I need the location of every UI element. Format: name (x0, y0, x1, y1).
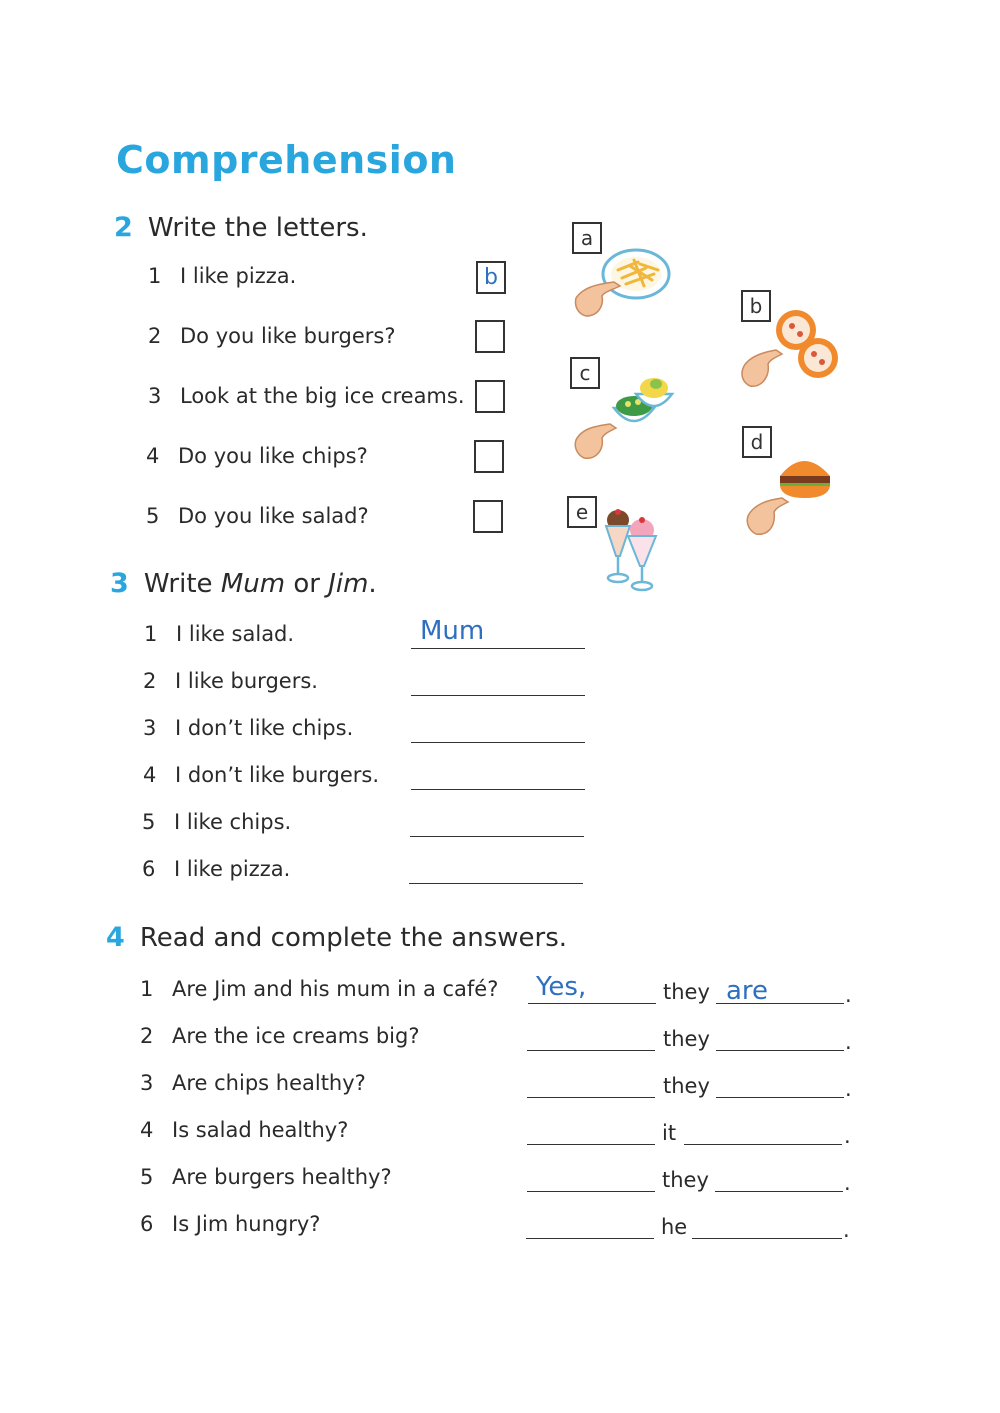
s4-answer1-1: Yes, (536, 972, 587, 1002)
s2-answer-box-4[interactable] (474, 440, 504, 473)
s4-item-4 (140, 1118, 348, 1142)
s2-item-text: Do you like burgers? (180, 324, 396, 348)
section-3-heading (110, 568, 377, 599)
s4-item-5 (140, 1165, 392, 1189)
s3-item-text: I don’t like burgers. (175, 763, 380, 787)
picture-label-d: d (742, 426, 772, 458)
s2-item-number: 4 (146, 444, 160, 468)
section-2-instruction: Write the letters. (147, 213, 368, 243)
s4-answer1-line-4[interactable] (527, 1144, 655, 1145)
s4-question: Is Jim hungry? (172, 1212, 321, 1236)
s2-item-text: Do you like salad? (178, 504, 369, 528)
s4-item-2 (140, 1024, 419, 1048)
s2-item-2 (148, 324, 396, 348)
s3-item-3 (143, 716, 353, 740)
s3-answer-line-2[interactable] (411, 695, 585, 696)
s4-question: Is salad healthy? (172, 1118, 349, 1142)
s2-answer-box-1[interactable]: b (476, 261, 506, 294)
ice-cream-sundaes-icon (600, 502, 664, 598)
s3-instruction-jim: Jim (328, 569, 369, 599)
s3-answer-line-3[interactable] (411, 742, 585, 743)
s4-answer2-line-3[interactable] (716, 1097, 844, 1098)
s4-answer2-line-2[interactable] (716, 1050, 844, 1051)
s4-item-number: 3 (140, 1071, 154, 1095)
s4-answer2-line-5[interactable] (715, 1191, 843, 1192)
s3-item-text: I like chips. (174, 810, 292, 834)
s4-pronoun-2: they (663, 1027, 710, 1051)
section-3-number: 3 (110, 568, 129, 599)
s3-item-number: 4 (143, 763, 157, 787)
s3-item-text: I don’t like chips. (175, 716, 354, 740)
page-title: Comprehension (116, 138, 457, 182)
s4-answer2-line-6[interactable] (692, 1238, 842, 1239)
s4-pronoun-4: it (662, 1121, 677, 1145)
s4-end-mark-2: . (845, 1030, 852, 1054)
picture-label-e: e (567, 496, 597, 528)
s3-item-number: 1 (144, 622, 158, 646)
s4-answer2-line-4[interactable] (684, 1144, 842, 1145)
s3-item-4 (143, 763, 379, 787)
s4-end-mark-3: . (845, 1077, 852, 1101)
s4-pronoun-1: they (663, 980, 710, 1004)
section-4-instruction: Read and complete the answers. (139, 923, 568, 953)
s3-answer-1: Mum (420, 616, 485, 646)
s4-item-number: 5 (140, 1165, 154, 1189)
s3-item-text: I like salad. (176, 622, 295, 646)
section-2-number: 2 (114, 212, 133, 243)
s2-item-number: 3 (148, 384, 162, 408)
s4-end-mark-6: . (843, 1218, 850, 1242)
section-4-number: 4 (106, 922, 125, 953)
s2-item-number: 5 (146, 504, 160, 528)
s4-answer1-line-1[interactable] (528, 1003, 656, 1004)
s3-item-2 (143, 669, 318, 693)
chips-plate-icon (574, 240, 674, 322)
s2-item-3 (148, 384, 465, 408)
s3-item-1 (144, 622, 294, 646)
s4-item-number: 2 (140, 1024, 154, 1048)
s2-item-text: I like pizza. (180, 264, 297, 288)
s3-item-number: 5 (142, 810, 156, 834)
s3-instruction-prefix: Write (143, 569, 221, 599)
s4-question: Are Jim and his mum in a café? (172, 977, 499, 1001)
s4-pronoun-6: he (661, 1215, 688, 1239)
s2-item-text: Do you like chips? (178, 444, 368, 468)
s4-pronoun-3: they (663, 1074, 710, 1098)
s3-item-number: 2 (143, 669, 157, 693)
section-4-heading (106, 922, 567, 953)
s4-end-mark-5: . (844, 1171, 851, 1195)
s3-instruction-suffix: . (368, 569, 377, 599)
s4-item-number: 4 (140, 1118, 154, 1142)
s3-instruction-mum: Mum (220, 569, 286, 599)
picture-label-b: b (741, 290, 771, 322)
s3-answer-line-5[interactable] (410, 836, 584, 837)
s4-end-mark-1: . (845, 983, 852, 1007)
s4-end-mark-4: . (844, 1124, 851, 1148)
s4-answer1-line-6[interactable] (526, 1238, 654, 1239)
s4-pronoun-5: they (662, 1168, 709, 1192)
s2-item-5 (146, 504, 369, 528)
s3-item-number: 3 (143, 716, 157, 740)
s4-item-1 (140, 977, 498, 1001)
s3-answer-line-1[interactable] (411, 648, 585, 649)
s2-answer-box-2[interactable] (475, 320, 505, 353)
s3-item-number: 6 (142, 857, 156, 881)
s4-item-number: 6 (140, 1212, 154, 1236)
salad-bowls-icon (574, 372, 678, 462)
s2-item-number: 2 (148, 324, 162, 348)
s2-answer-box-3[interactable] (475, 380, 505, 413)
s4-item-6 (140, 1212, 320, 1236)
s4-answer1-line-5[interactable] (527, 1191, 655, 1192)
s4-item-3 (140, 1071, 366, 1095)
burger-icon (746, 446, 838, 536)
s4-answer1-line-2[interactable] (527, 1050, 655, 1051)
s2-item-number: 1 (148, 264, 162, 288)
s3-answer-line-6[interactable] (409, 883, 583, 884)
s3-instruction-or: or (285, 569, 329, 599)
s2-item-4 (146, 444, 368, 468)
picture-label-a: a (572, 222, 602, 254)
s3-item-6 (142, 857, 290, 881)
s4-question: Are the ice creams big? (172, 1024, 420, 1048)
s4-answer2-1: are (726, 976, 769, 1006)
s3-answer-line-4[interactable] (411, 789, 585, 790)
picture-label-c: c (570, 357, 600, 389)
section-3-instruction (144, 569, 377, 599)
section-2-heading (114, 212, 368, 243)
s2-item-text: Look at the big ice creams. (180, 384, 465, 408)
s2-item-1 (148, 264, 296, 288)
s4-question: Are burgers healthy? (172, 1165, 392, 1189)
s4-item-number: 1 (140, 977, 154, 1001)
s4-answer1-line-3[interactable] (527, 1097, 655, 1098)
s3-item-5 (142, 810, 291, 834)
s4-question: Are chips healthy? (172, 1071, 366, 1095)
s3-item-text: I like pizza. (174, 857, 291, 881)
s3-item-text: I like burgers. (175, 669, 318, 693)
s2-answer-box-5[interactable] (473, 500, 503, 533)
pizza-icon (742, 304, 842, 394)
